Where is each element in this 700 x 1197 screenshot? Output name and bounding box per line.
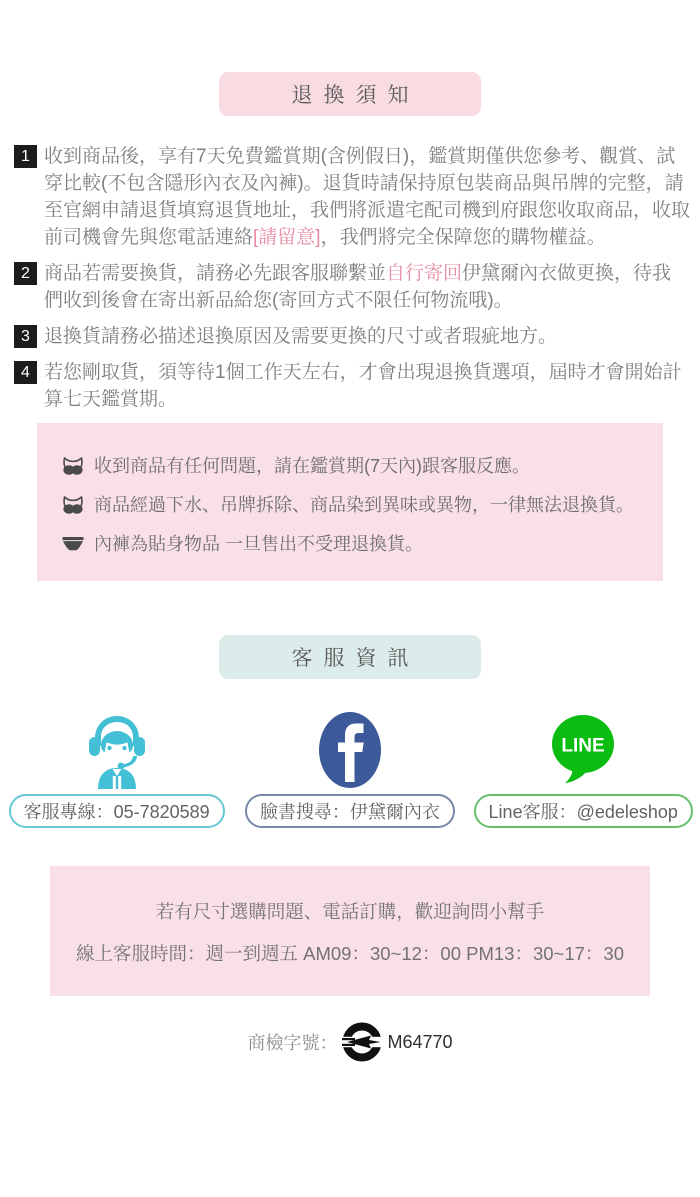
item-number-badge: 3 [14,325,37,348]
policy-row [61,492,645,518]
phone-contact-pill[interactable]: 客服專線：05-7820589 [9,794,225,828]
helper-line1: 若有尺寸選購問題、電話訂購，歡迎詢問小幫手 [155,901,545,922]
item-text [44,260,690,314]
policy-row [61,453,645,479]
policy-highlight-box [37,423,663,581]
item-number-badge: 4 [14,361,37,384]
return-notice-badge [219,72,481,116]
list-item [14,323,690,350]
item-text-part: 商品若需要換貨，請務必先跟客服聯繫並 [44,263,387,284]
bra-icon [61,457,85,476]
item-number-badge: 1 [14,145,37,168]
line-logo-text: LINE [561,735,605,757]
customer-service-title: 客服資訊 [291,647,420,670]
return-notice-list [14,143,690,413]
policy-text: 內褲為貼身物品 一旦售出不受理退換貨。 [94,534,423,554]
policy-text: 商品經過下水、吊牌拆除、商品染到異味或異物，一律無法退換貨。 [94,495,634,515]
panties-icon [61,536,85,552]
list-item [14,359,690,413]
item-text-part: 收到商品後，享有7天免費鑑賞期(含例假日)，鑑賞期僅供您參考、觀賞、試穿比較(不包含隱形內衣及內褲)。退貨時請保持原包裝商品與吊牌的完整，請至官網申請退貨填寫退貨地址，我們將派遣宅配司機到府跟您收取商品，收取前司機會先與您電話連絡 [44,146,691,248]
policy-row [61,531,645,557]
item-number-badge: 2 [14,262,37,285]
item-text-part: 伊黛爾內衣做更換，待我們收到後會在寄出新品給您(寄回方式不限任何物流哦)。 [44,263,672,311]
contact-row [0,703,700,828]
list-item [14,260,690,314]
contact-line [467,703,700,828]
list-item [14,143,690,251]
helper-line2: 線上客服時間：週一到週五 AM09：30~12：00 PM13：30~17：30 [75,943,624,964]
certification-code: M64770 [387,1031,453,1052]
helper-info-box [50,866,650,996]
item-text: 若您剛取貨，須等待1個工作天左右，才會出現退換貨選項，屆時才會開始計算七天鑑賞期。 [44,362,682,410]
bra-icon [61,496,85,515]
line-icon[interactable] [547,703,619,789]
facebook-contact-pill[interactable]: 臉書搜尋：伊黛爾內衣 [245,794,455,828]
item-text-highlight: [請留意] [253,227,321,248]
line-contact-pill[interactable]: Line客服：@edeleshop [474,794,693,828]
item-text-part: ，我們將完全保障您的購物權益。 [320,227,606,248]
customer-service-icon [76,703,158,789]
bsmi-certification-mark-icon [342,1022,382,1062]
item-text [44,143,690,251]
certification-label: 商檢字號： [247,1033,338,1053]
return-notice-title: 退換須知 [291,84,420,107]
facebook-icon[interactable] [318,703,382,789]
item-text-highlight: 自行寄回 [386,263,463,284]
contact-facebook [233,703,466,828]
contact-phone [0,703,233,828]
item-text: 退換貨請務必描述退換原因及需要更換的尺寸或者瑕疵地方。 [44,326,558,347]
certification-footer [0,1022,700,1062]
customer-service-badge [219,635,481,679]
policy-text: 收到商品有任何問題，請在鑑賞期(7天內)跟客服反應。 [94,456,530,476]
